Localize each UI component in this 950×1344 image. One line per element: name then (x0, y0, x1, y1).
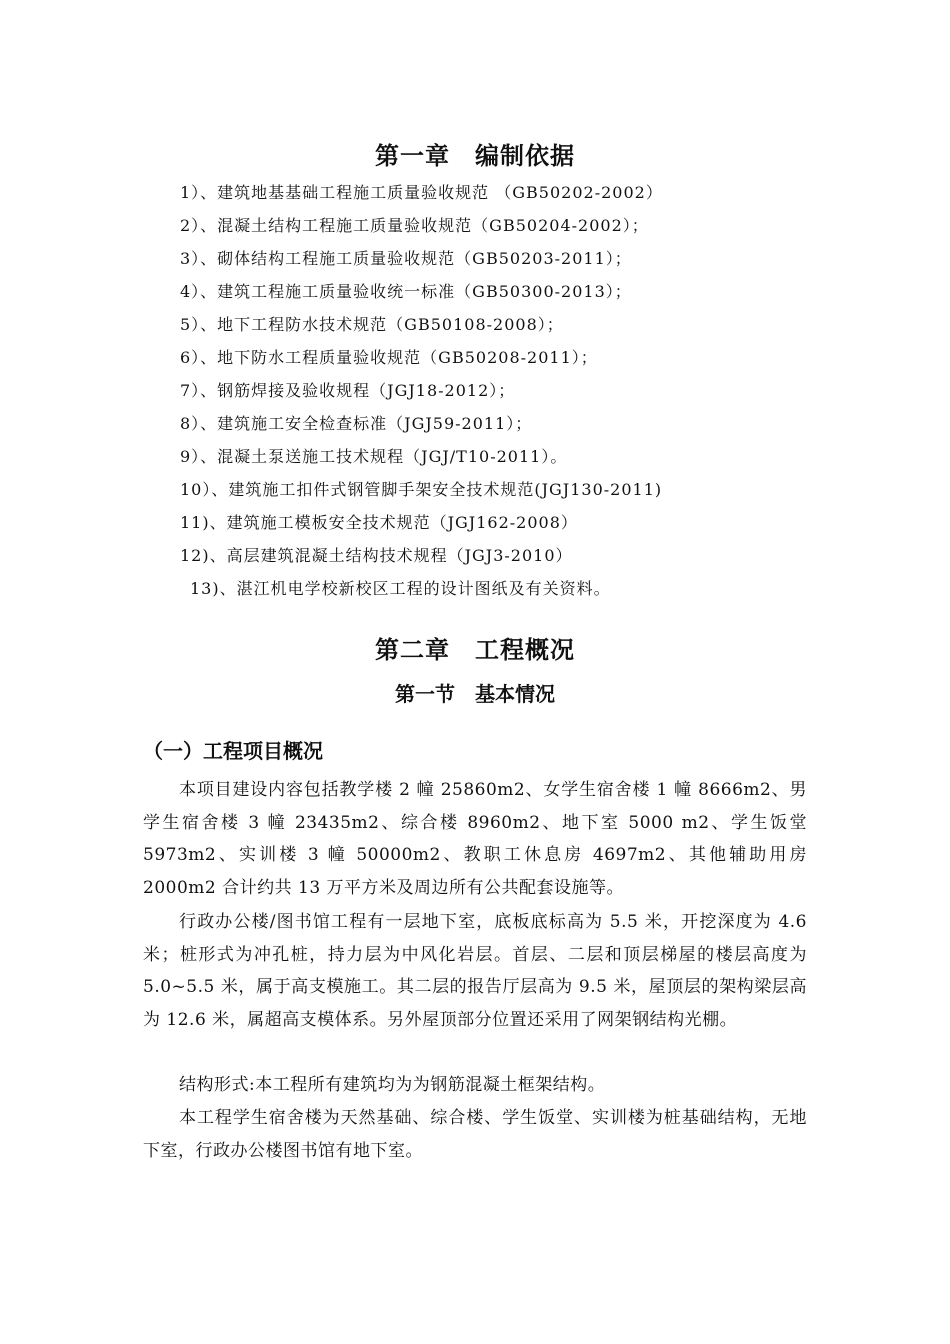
reference-item: 12)、高层建筑混凝土结构技术规程（JGJ3-2010） (180, 546, 573, 565)
reference-item: 1）、建筑地基基础工程施工质量验收规范 （GB50202-2002） (180, 183, 663, 202)
reference-item: 5）、地下工程防水技术规范（GB50108-2008）； (180, 315, 564, 334)
paragraph: 本工程学生宿舍楼为天然基础、综合楼、学生饭堂、实训楼为桩基础结构，无地下室，行政办公楼图书馆有地下室。 (143, 1108, 807, 1161)
reference-item: 2）、混凝土结构工程施工质量验收规范（GB50204-2002）； (180, 216, 649, 235)
reference-item: 8）、建筑施工安全检查标准（JGJ59-2011）； (180, 414, 533, 433)
reference-item: 7）、钢筋焊接及验收规程（JGJ18-2012）； (180, 381, 516, 400)
paragraph: 结构形式:本工程所有建筑均为为钢筋混凝土框架结构。 (179, 1075, 606, 1095)
chapter-1-title: 第一章 编制依据 (375, 142, 575, 170)
section-title: 第一节 基本情况 (395, 682, 555, 706)
reference-item: 4）、建筑工程施工质量验收统一标准（GB50300-2013）； (180, 282, 632, 301)
paragraph: 行政办公楼/图书馆工程有一层地下室，底板底标高为 5.5 米，开挖深度为 4.6 米；桩形式为冲孔桩，持力层为中风化岩层。首层、二层和顶层梯屋的楼层高度为 5.0~5.5 米，属于高支模施工。其二层的报告厅层高为 9.5 米，屋顶层的架构梁层高为 12.6 米，属超高支模体系。另外屋顶部分位置还采用了网架钢结构光棚。 (143, 912, 807, 1030)
paragraph: 本项目建设内容包括教学楼 2 幢 25860m2、女学生宿舍楼 1 幢 8666m2、男学生宿舍楼 3 幢 23435m2、综合楼 8960m2、地下室 5000 m2、学生饭堂 5973m2、实训楼 3 幢 50000m2、教职工休息房 4697m2、其他辅助用房 2000m2 合计约共 13 万平方米及周边所有公共配套设施等。 (143, 780, 807, 898)
chapter-2-title: 第二章 工程概况 (375, 636, 575, 664)
subsection-title: （一）工程项目概况 (143, 739, 323, 763)
reference-item: 10）、建筑施工扣件式钢管脚手架安全技术规范(JGJ130-2011) (180, 480, 663, 499)
reference-item: 13)、湛江机电学校新校区工程的设计图纸及有关资料。 (190, 579, 611, 598)
reference-item: 9）、混凝土泵送施工技术规程（JGJ/T10-2011）。 (180, 447, 568, 466)
reference-item: 3）、砌体结构工程施工质量验收规范（GB50203-2011）； (180, 249, 632, 268)
reference-item: 6）、地下防水工程质量验收规范（GB50208-2011）； (180, 348, 598, 367)
reference-item: 11)、建筑施工模板安全技术规范（JGJ162-2008） (180, 513, 578, 532)
